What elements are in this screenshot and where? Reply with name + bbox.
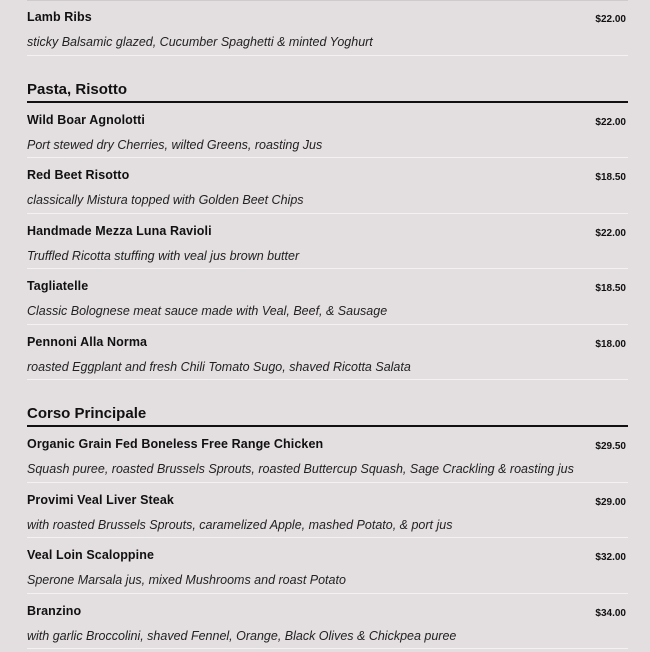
item-price: $22.00 xyxy=(595,227,626,239)
menu-item xyxy=(27,325,628,381)
item-name: Pennoni Alla Norma xyxy=(27,334,148,349)
item-description: with garlic Broccolini, shaved Fennel, Orange, Black Olives & Chickpea puree xyxy=(27,628,457,643)
item-description: with roasted Brussels Sprouts, caramelized Apple, mashed Potato, & port jus xyxy=(27,517,453,532)
menu-item xyxy=(27,269,628,325)
item-price: $18.00 xyxy=(595,338,626,350)
menu-item xyxy=(27,594,628,650)
menu-item xyxy=(27,538,628,594)
item-description: Port stewed dry Cherries, wilted Greens, roasting Jus xyxy=(27,137,323,152)
item-description: Classic Bolognese meat sauce made with Veal, Beef, & Sausage xyxy=(27,304,388,318)
item-name: Red Beet Risotto xyxy=(27,168,130,182)
item-price: $18.50 xyxy=(595,283,626,294)
item-name: Wild Boar Agnolotti xyxy=(27,112,145,127)
menu-item xyxy=(27,427,628,483)
item-price: $22.00 xyxy=(595,14,626,25)
item-description: classically Mistura topped with Golden Beet Chips xyxy=(27,193,304,207)
item-price: $22.00 xyxy=(595,116,626,128)
item-price: $29.00 xyxy=(595,496,626,508)
item-name: Tagliatelle xyxy=(27,279,89,293)
item-name: Organic Grain Fed Boneless Free Range Chicken xyxy=(27,437,324,451)
item-name: Provimi Veal Liver Steak xyxy=(27,492,174,507)
section-header-pasta xyxy=(27,56,628,103)
item-name: Branzino xyxy=(27,603,82,618)
menu-list xyxy=(27,0,628,649)
item-price: $34.00 xyxy=(595,607,626,619)
item-price: $32.00 xyxy=(595,552,626,563)
item-name: Lamb Ribs xyxy=(27,10,92,24)
menu-item xyxy=(27,158,628,214)
section-title: Pasta, Risotto xyxy=(27,80,128,98)
section-title: Corso Principale xyxy=(27,405,147,422)
menu-item xyxy=(27,103,628,159)
item-description: Truffled Ricotta stuffing with veal jus brown butter xyxy=(27,248,300,263)
section-header-corso-principale xyxy=(27,380,628,427)
menu-item xyxy=(27,214,628,270)
menu-item xyxy=(27,0,628,56)
item-description: roasted Eggplant and fresh Chili Tomato Sugo, shaved Ricotta Salata xyxy=(27,359,411,374)
item-price: $29.50 xyxy=(595,441,626,452)
item-name: Veal Loin Scaloppine xyxy=(27,548,155,562)
item-description: Sperone Marsala jus, mixed Mushrooms and roast Potato xyxy=(27,573,346,587)
menu-item xyxy=(27,483,628,539)
item-description: sticky Balsamic glazed, Cucumber Spaghetti & minted Yoghurt xyxy=(27,35,373,49)
item-price: $18.50 xyxy=(595,172,626,183)
item-name: Handmade Mezza Luna Ravioli xyxy=(27,223,212,238)
item-description: Squash puree, roasted Brussels Sprouts, roasted Buttercup Squash, Sage Crackling & roasting jus xyxy=(27,462,574,476)
